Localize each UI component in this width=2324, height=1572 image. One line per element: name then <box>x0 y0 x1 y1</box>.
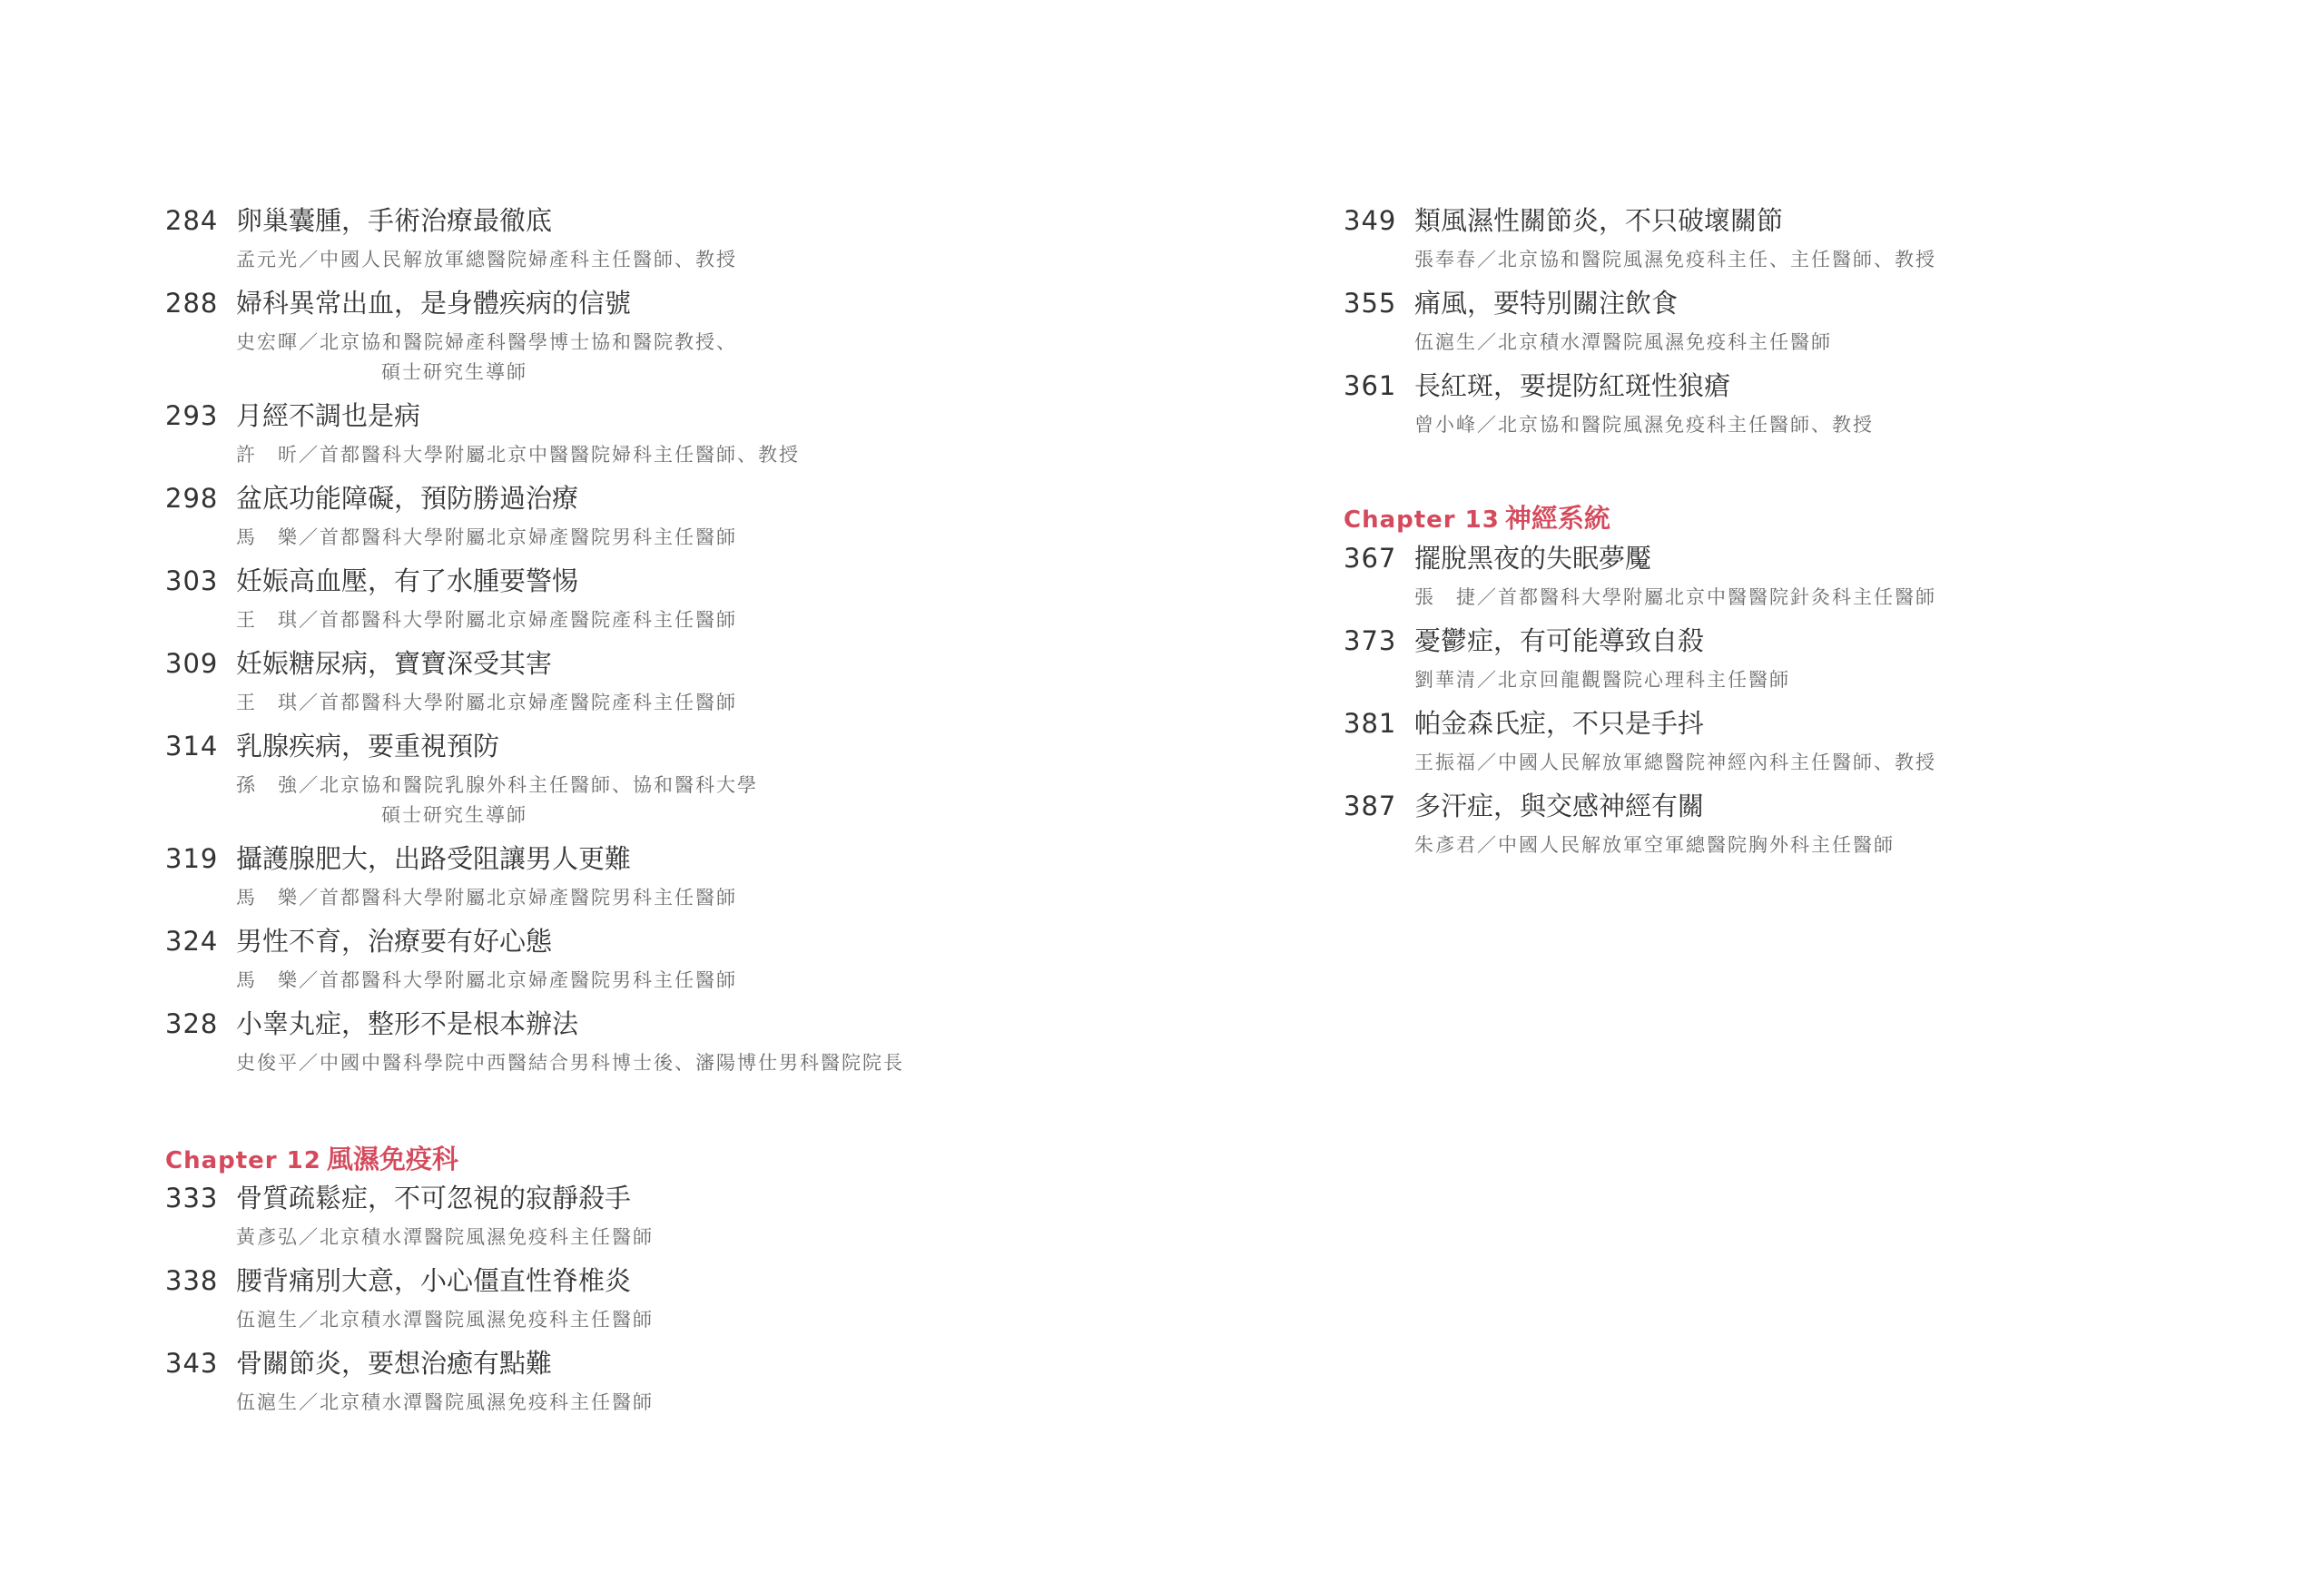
toc-page-number: 373 <box>1344 625 1397 656</box>
toc-page-number: 324 <box>165 926 219 957</box>
toc-entry-title: 痛風，要特別關注飲食 <box>1414 288 1679 319</box>
toc-page-number: 298 <box>165 483 219 514</box>
toc-entry-author: 王 琪／首都醫科大學附屬北京婦產醫院產科主任醫師 <box>236 692 737 713</box>
toc-entry-title: 卵巢囊腫，手術治療最徹底 <box>236 205 553 236</box>
toc-entry-author: 黃彥弘／北京積水潭醫院風濕免疫科主任醫師 <box>236 1226 654 1248</box>
toc-entry-title: 憂鬱症，有可能導致自殺 <box>1414 625 1705 656</box>
toc-entry[interactable] <box>165 926 552 957</box>
toc-entry[interactable] <box>165 400 420 431</box>
toc-entry-author: 曾小峰／北京協和醫院風濕免疫科主任醫師、教授 <box>1414 414 1874 436</box>
toc-entry-author: 史俊平／中國中醫科學院中西醫結合男科博士後、瀋陽博仕男科醫院院長 <box>236 1052 904 1074</box>
chapter-name: 風濕免疫科 <box>326 1144 458 1174</box>
toc-entry[interactable] <box>1344 625 1704 656</box>
toc-entry-title: 骨關節炎，要想治癒有點難 <box>236 1348 553 1379</box>
chapter-label: Chapter 13 <box>1344 506 1500 534</box>
toc-entry-title: 攝護腺肥大，出路受阻讓男人更難 <box>236 843 632 874</box>
toc-entry-author: 孫 強／北京協和醫院乳腺外科主任醫師、協和醫科大學 <box>236 774 758 796</box>
toc-entry-author: 伍滬生／北京積水潭醫院風濕免疫科主任醫師 <box>1414 331 1832 353</box>
toc-entry[interactable] <box>165 483 578 514</box>
toc-entry-author: 伍滬生／北京積水潭醫院風濕免疫科主任醫師 <box>236 1309 654 1331</box>
toc-entry[interactable] <box>165 1008 578 1039</box>
toc-entry[interactable] <box>165 1183 631 1213</box>
toc-entry[interactable] <box>165 288 631 319</box>
toc-entry-title: 多汗症，與交感神經有關 <box>1414 791 1705 821</box>
chapter-heading <box>165 1139 458 1176</box>
toc-entry[interactable] <box>165 565 578 596</box>
toc-entry-author: 孟元光／中國人民解放軍總醫院婦產科主任醫師、教授 <box>236 249 737 270</box>
toc-entry-title: 婦科異常出血，是身體疾病的信號 <box>236 288 632 319</box>
toc-page-number: 309 <box>165 648 219 679</box>
toc-entry[interactable] <box>1344 370 1730 401</box>
toc-page-number: 387 <box>1344 791 1397 821</box>
toc-entry-title: 長紅斑，要提防紅斑性狼瘡 <box>1414 370 1731 401</box>
toc-entry-author: 馬 樂／首都醫科大學附屬北京婦產醫院男科主任醫師 <box>236 526 737 548</box>
toc-page-number: 293 <box>165 400 219 431</box>
toc-entry[interactable] <box>165 1265 631 1296</box>
toc-entry-title: 帕金森氏症，不只是手抖 <box>1414 708 1705 739</box>
toc-entry[interactable] <box>1344 205 1783 236</box>
toc-entry-author: 朱彥君／中國人民解放軍空軍總醫院胸外科主任醫師 <box>1414 834 1895 856</box>
toc-entry-author: 張 捷／首都醫科大學附屬北京中醫醫院針灸科主任醫師 <box>1414 586 1936 608</box>
toc-entry-title: 月經不調也是病 <box>236 400 421 431</box>
toc-page-number: 338 <box>165 1265 219 1296</box>
toc-entry-title: 類風濕性關節炎，不只破壞關節 <box>1414 205 1784 236</box>
toc-entry-title: 盆底功能障礙，預防勝過治療 <box>236 483 579 514</box>
toc-entry-title: 骨質疏鬆症，不可忽視的寂靜殺手 <box>236 1183 632 1213</box>
toc-page-number: 367 <box>1344 543 1397 574</box>
toc-entry-title: 腰背痛別大意，小心僵直性脊椎炎 <box>236 1265 632 1296</box>
toc-entry-title: 妊娠高血壓，有了水腫要警惕 <box>236 565 579 596</box>
toc-entry[interactable] <box>165 1348 552 1379</box>
toc-entry[interactable] <box>1344 708 1704 739</box>
chapter-heading <box>1344 498 1610 535</box>
toc-page-number: 343 <box>165 1348 219 1379</box>
chapter-label: Chapter 12 <box>165 1147 321 1174</box>
toc-entry[interactable] <box>1344 288 1678 319</box>
toc-entry[interactable] <box>1344 791 1704 821</box>
toc-entry[interactable] <box>165 731 499 761</box>
toc-entry[interactable] <box>165 843 631 874</box>
toc-entry-author: 碩士研究生導師 <box>381 361 527 383</box>
toc-entry-author: 劉華清／北京回龍觀醫院心理科主任醫師 <box>1414 669 1790 691</box>
toc-page-number: 333 <box>165 1183 219 1213</box>
toc-page-number: 319 <box>165 843 219 874</box>
toc-entry-title: 擺脫黑夜的失眠夢魘 <box>1414 543 1652 574</box>
toc-entry-author: 王 琪／首都醫科大學附屬北京婦產醫院產科主任醫師 <box>236 609 737 631</box>
toc-entry-author: 王振福／中國人民解放軍總醫院神經內科主任醫師、教授 <box>1414 752 1936 773</box>
toc-page-number: 328 <box>165 1008 219 1039</box>
toc-entry-author: 馬 樂／首都醫科大學附屬北京婦產醫院男科主任醫師 <box>236 887 737 909</box>
toc-entry-title: 男性不育，治療要有好心態 <box>236 926 553 957</box>
toc-entry-title: 妊娠糖尿病，寶寶深受其害 <box>236 648 553 679</box>
toc-entry-author: 史宏暉／北京協和醫院婦產科醫學博士協和醫院教授、 <box>236 331 737 353</box>
toc-page-number: 288 <box>165 288 219 319</box>
toc-entry[interactable] <box>1344 543 1651 574</box>
toc-entry-title: 乳腺疾病，要重視預防 <box>236 731 500 761</box>
toc-entry[interactable] <box>165 205 552 236</box>
toc-page-number: 303 <box>165 565 219 596</box>
toc-page-number: 381 <box>1344 708 1397 739</box>
toc-entry-title: 小睾丸症，整形不是根本辦法 <box>236 1008 579 1039</box>
toc-page-number: 361 <box>1344 370 1397 401</box>
toc-entry[interactable] <box>165 648 552 679</box>
toc-page-number: 355 <box>1344 288 1397 319</box>
toc-entry-author: 馬 樂／首都醫科大學附屬北京婦產醫院男科主任醫師 <box>236 969 737 991</box>
chapter-name: 神經系統 <box>1504 503 1610 534</box>
toc-entry-author: 伍滬生／北京積水潭醫院風濕免疫科主任醫師 <box>236 1391 654 1413</box>
toc-entry-author: 碩士研究生導師 <box>381 804 527 826</box>
toc-entry-author: 許 昕／首都醫科大學附屬北京中醫醫院婦科主任醫師、教授 <box>236 444 800 466</box>
toc-page-number: 349 <box>1344 205 1397 236</box>
toc-page-number: 284 <box>165 205 219 236</box>
toc-entry-author: 張奉春／北京協和醫院風濕免疫科主任、主任醫師、教授 <box>1414 249 1936 270</box>
toc-page-number: 314 <box>165 731 219 761</box>
